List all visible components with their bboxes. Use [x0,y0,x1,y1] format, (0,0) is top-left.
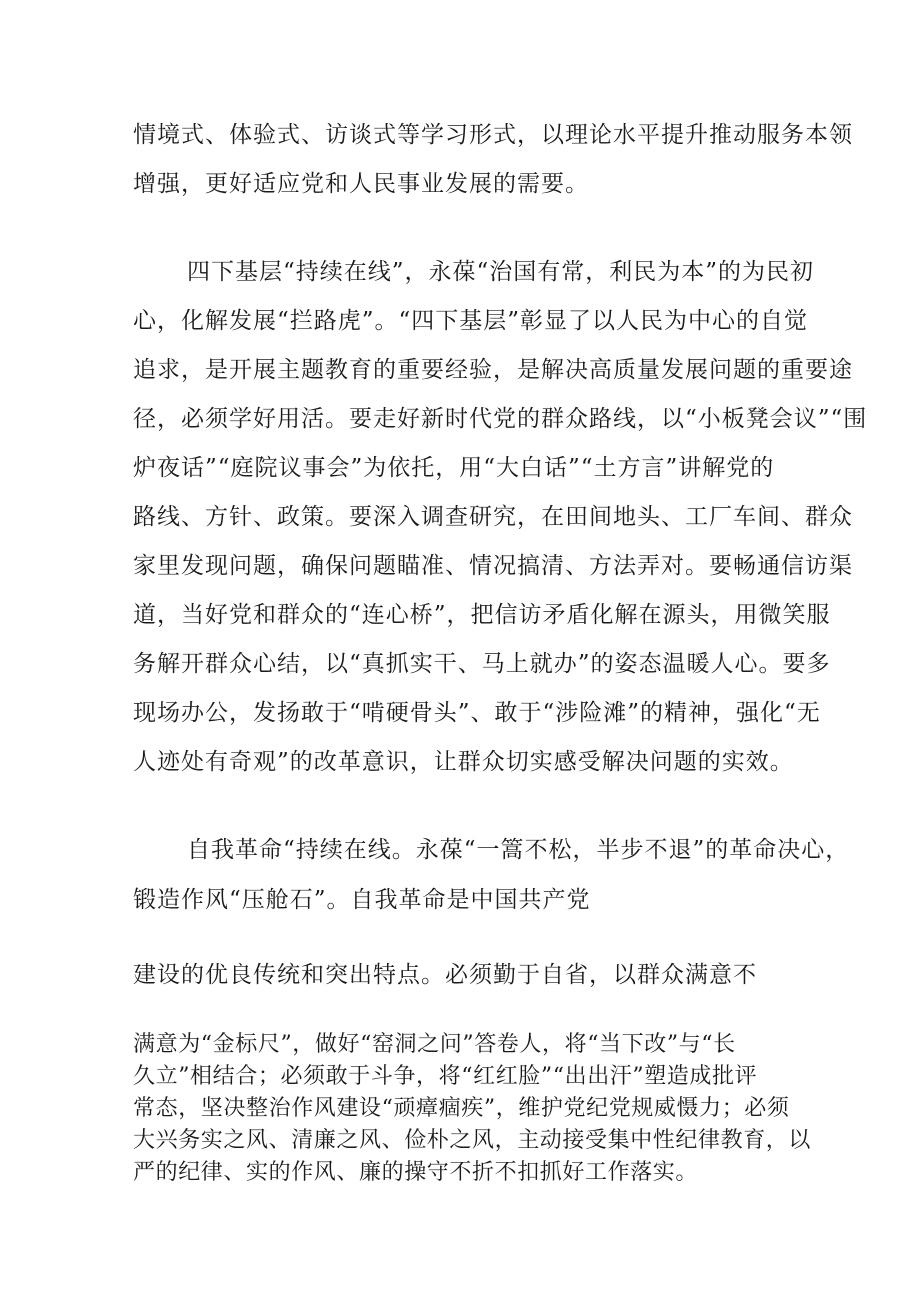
paragraph-2-line-10: 现场办公，发扬敢于“啃硬骨头”、敢于“涉险滩”的精神，强化“无 [133,700,821,726]
paragraph-5-line-2: 久立”相结合；必须敢于斗争，将“红红脸”“出出汗”塑造成批评 [133,1064,758,1089]
paragraph-5-line-1: 满意为“金标尺”，做好“窑洞之问”答卷人，将“当下改”与“长 [133,1032,736,1057]
paragraph-1-line-1: 情境式、体验式、访谈式等学习形式，以理论水平提升推动服务本领 [133,122,853,148]
paragraph-3-line-2: 锻造作风“压舱石”。自我革命是中国共产党 [133,887,591,913]
paragraph-2-line-1: 四下基层“持续在线”，永葆“治国有常，利民为本”的为民初 [187,259,815,285]
paragraph-2-line-6: 路线、方针、政策。要深入调查研究，在田间地头、工厂车间、群众 [133,504,853,530]
paragraph-2-line-3: 追求，是开展主题教育的重要经验，是解决高质量发展问题的重要途 [133,357,853,383]
paragraph-2-line-5: 炉夜话”“庭院议事会”为依托，用“大白话”“土方言”讲解党的 [133,455,775,481]
paragraph-2-line-11: 人迹处有奇观”的改革意识，让群众切实感受解决问题的实效。 [133,749,794,775]
paragraph-5-line-5: 严的纪律、实的作风、廉的操守不折不扣抓好工作落实。 [133,1160,699,1185]
paragraph-2-line-8: 道，当好党和群众的“连心桥”，把信访矛盾化解在源头，用微笑服 [133,602,831,628]
paragraph-1-line-2: 增强，更好适应党和人民事业发展的需要。 [133,171,589,197]
paragraph-2-line-7: 家里发现问题，确保问题瞄准、情况搞清、方法弄对。要畅通信访渠 [133,553,853,579]
paragraph-3-line-1: 自我革命“持续在线。永葆“一篙不松，半步不退”的革命决心， [187,837,850,863]
paragraph-2-line-4: 径，必须学好用活。要走好新时代党的群众路线，以“小板凳会议”“围 [133,406,868,432]
paragraph-4-line-1: 建设的优良传统和突出特点。必须勤于自省，以群众满意不 [133,962,757,988]
paragraph-2-line-9: 务解开群众心结，以“真抓实干、马上就办”的姿态温暖人心。要多 [133,651,831,677]
paragraph-5-line-3: 常态，坚决整治作风建设“顽瘴痼疾”，维护党纪党规威慑力；必须 [133,1096,790,1121]
paragraph-2-line-2: 心，化解发展“拦路虎”。“四下基层”彰显了以人民为中心的自觉 [133,308,809,334]
paragraph-5-line-4: 大兴务实之风、清廉之风、俭朴之风，主动接受集中性纪律教育，以 [133,1128,812,1153]
